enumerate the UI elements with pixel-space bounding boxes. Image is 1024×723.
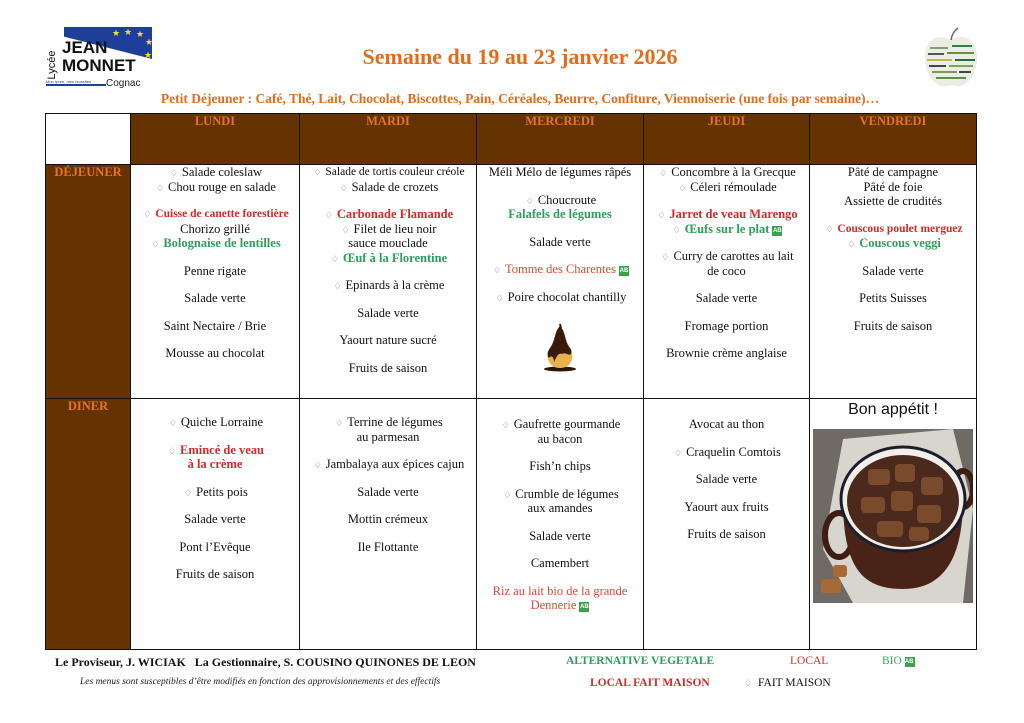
- menu-item: Avocat au thon: [688, 417, 765, 431]
- diner-vendredi: [810, 399, 977, 650]
- logo-vertical-text: Lycée: [46, 50, 58, 80]
- menu-item: Salade verte: [184, 291, 246, 305]
- ab-organic-label-icon: AB: [904, 659, 914, 665]
- menu-item-vegetal: Falafels de légumes: [508, 207, 612, 221]
- menu-item: ♢ Poire chocolat chantilly: [495, 289, 627, 304]
- menu-item: Mottin crémeux: [347, 512, 429, 526]
- menu-item: Pâté de foie: [863, 179, 923, 194]
- menu-item-local-fait-maison: ♢ Jarret de veau Marengo: [657, 207, 798, 221]
- chef-hat-icon: ♢: [825, 224, 834, 235]
- menu-item: ♢ Céleri rémoulade: [678, 179, 777, 194]
- legend-vegetal: ALTERNATIVE VEGETALE: [566, 655, 715, 667]
- chef-hat-icon: ♢: [744, 679, 753, 689]
- chef-hat-icon: ♢: [672, 225, 681, 236]
- menu-item: Assiette de crudités: [844, 194, 942, 208]
- menu-item: Fruits de saison: [175, 567, 255, 581]
- menu-item: ♢ Curry de carottes au lait: [661, 249, 794, 263]
- menu-item: Mousse au chocolat: [165, 346, 265, 360]
- menu-item: au parmesan: [356, 429, 420, 444]
- diner-mardi: [300, 399, 477, 650]
- ab-organic-label-icon: AB: [773, 227, 782, 234]
- menu-item-local-fait-maison: ♢ Couscous poulet merguez: [825, 222, 963, 235]
- dejeuner-lundi: [131, 165, 300, 399]
- chef-hat-icon: ♢: [847, 240, 856, 250]
- page-title: Semaine du 19 au 23 janvier 2026: [362, 44, 678, 69]
- header-row: [46, 114, 977, 165]
- day-header-jeudi: JEUDI: [644, 114, 810, 165]
- menu-item: ♢ Salade coleslaw: [169, 165, 263, 179]
- menu-item: ♢ Salade de tortis couleur créole: [313, 166, 465, 178]
- chef-hat-icon: ♢: [335, 419, 344, 429]
- menu-item: Pâté de campagne: [847, 165, 939, 179]
- corner-cell: [46, 114, 131, 165]
- chef-hat-icon: ♢: [525, 196, 534, 207]
- chef-hat-icon: ♢: [503, 490, 512, 501]
- menu-item: ♢ Petits pois: [184, 484, 248, 499]
- chef-hat-icon: ♢: [501, 421, 510, 431]
- meal-label-diner: DINER: [46, 399, 131, 650]
- menu-item: sauce mouclade: [348, 236, 428, 250]
- menu-item: ♢ Epinards à la crème: [333, 278, 445, 292]
- menu-item: Fruits de saison: [687, 527, 766, 541]
- menu-item: Fromage portion: [684, 318, 769, 333]
- meal-label-dejeuner: DÉJEUNER: [46, 165, 131, 399]
- menu-item: Yaourt aux fruits: [684, 499, 769, 514]
- chef-hat-icon: ♢: [339, 183, 348, 194]
- star-icon: ★: [144, 51, 153, 61]
- menu-item-local-fait-maison: ♢ Carbonade Flamande: [324, 207, 454, 221]
- legend-bio: BIO AB: [882, 655, 914, 667]
- chef-hat-icon: ♢: [313, 168, 322, 178]
- weekly-menu-table: [45, 113, 977, 650]
- diner-row: [46, 399, 977, 650]
- menu-item: Fruits de saison: [853, 318, 933, 333]
- menu-item: Salade verte: [862, 263, 924, 278]
- star-icon: ★: [145, 38, 154, 48]
- menu-item: de coco: [707, 263, 746, 278]
- dejeuner-mercredi: [477, 165, 644, 399]
- ab-organic-label-icon: AB: [580, 604, 589, 610]
- diner-mercredi: [477, 399, 644, 650]
- menu-item: ♢ Quiche Lorraine: [168, 415, 264, 429]
- chocolate-pear-image: [540, 322, 580, 372]
- chef-hat-icon: ♢: [155, 183, 165, 194]
- logo-tagline: Mon lycée, mes réussites: [46, 79, 106, 86]
- dejeuner-row: [46, 165, 977, 399]
- signatures: Le Proviseur, J. WICIAK La Gestionnaire, S. COUSINO QUINONES DE LEON: [55, 655, 476, 669]
- menu-item: ♢ Gaufrette gourmande: [501, 417, 621, 431]
- dejeuner-vendredi: [810, 165, 977, 399]
- chef-hat-icon: ♢: [341, 225, 350, 236]
- menu-item: ♢ Terrine de légumes: [335, 415, 443, 429]
- legend-local: LOCAL: [790, 655, 829, 667]
- menu-item: Fruits de saison: [348, 360, 428, 375]
- menu-item: Salade verte: [184, 512, 246, 526]
- breakfast-line: Petit Déjeuner : Café, Thé, Lait, Chocolat, Biscottes, Pain, Céréales, Beurre, Confiture, Viennoiserie (une fois par semaine)…: [160, 91, 880, 106]
- diner-jeudi: [644, 399, 810, 650]
- disclaimer: Les menus sont susceptibles d’être modifiés en fonction des approvisionnements et des effectifs: [80, 677, 441, 687]
- logo-city: Cognac: [106, 78, 141, 89]
- stew-pot-photo: [813, 429, 973, 603]
- menu-item: ♢ Salade de crozets: [339, 179, 439, 194]
- chef-hat-icon: ♢: [143, 210, 152, 220]
- chef-hat-icon: ♢: [678, 183, 687, 194]
- menu-item: Salade verte: [357, 305, 419, 320]
- chef-hat-icon: ♢: [313, 461, 322, 471]
- menu-item: Pont l’Evêque: [179, 539, 251, 554]
- chef-hat-icon: ♢: [333, 282, 342, 292]
- chef-hat-icon: ♢: [657, 211, 666, 221]
- menu-item: Salade verte: [529, 528, 591, 543]
- menu-item: ♢ Jambalaya aux épices cajun: [313, 457, 465, 471]
- day-header-mercredi: MERCREDI: [477, 114, 644, 165]
- menu-item: ♢ Chou rouge en salade: [155, 179, 276, 194]
- menu-item: ♢ Concombre à la Grecque: [659, 165, 796, 179]
- menu-item-local-fait-maison: ♢ Cuisse de canette forestière: [143, 208, 289, 220]
- star-icon: ★: [136, 30, 145, 40]
- chef-hat-icon: ♢: [324, 211, 333, 221]
- menu-item: au bacon: [537, 431, 583, 446]
- menu-item: Saint Nectaire / Brie: [163, 318, 267, 333]
- menu-item: Petits Suisses: [859, 291, 927, 305]
- day-header-mardi: MARDI: [300, 114, 477, 165]
- dejeuner-mardi: [300, 165, 477, 399]
- menu-item-vegetal: ♢ Bolognaise de lentilles: [151, 236, 281, 250]
- menu-item-local-fait-maison: ♢ Emincé de veau: [167, 442, 265, 457]
- ab-organic-label-icon: AB: [619, 268, 629, 274]
- menu-item: ♢ Crumble de légumes: [503, 486, 619, 501]
- menu-item: Yaourt nature sucré: [339, 333, 437, 347]
- chef-hat-icon: ♢: [330, 254, 339, 265]
- chef-hat-icon: ♢: [151, 240, 160, 250]
- menu-item: Salade verte: [529, 234, 591, 249]
- menu-item: Salade verte: [695, 291, 758, 305]
- chef-hat-icon: ♢: [661, 253, 670, 263]
- logo-line1: JEAN: [62, 38, 108, 57]
- menu-item: ♢ Filet de lieu noir: [341, 221, 437, 236]
- diner-lundi: [131, 399, 300, 650]
- chef-hat-icon: ♢: [169, 169, 178, 179]
- day-header-lundi: LUNDI: [131, 114, 300, 165]
- chef-hat-icon: ♢: [168, 419, 177, 429]
- menu-item-vegetal: ♢ Œuf à la Florentine: [330, 250, 448, 265]
- apple-wordcloud-logo: [922, 26, 980, 90]
- menu-item: Salade verte: [357, 484, 419, 499]
- menu-item-local-bio: Riz au lait bio de la grande: [492, 583, 628, 598]
- chef-hat-icon: ♢: [184, 488, 193, 499]
- menu-item: Ile Flottante: [357, 539, 419, 554]
- menu-item: Penne rigate: [183, 263, 247, 278]
- menu-item-local-bio: ♢ Tomme des Charentes AB: [493, 262, 629, 276]
- menu-item: ♢ Choucroute: [525, 192, 597, 207]
- chef-hat-icon: ♢: [495, 293, 504, 304]
- menu-item-local-bio: Dennerie AB: [530, 598, 589, 612]
- menu-item-vegetal: ♢ Couscous veggi: [847, 236, 941, 250]
- menu-item: Camembert: [530, 556, 590, 570]
- chef-hat-icon: ♢: [493, 266, 502, 276]
- chef-hat-icon: ♢: [674, 448, 683, 459]
- menu-item: aux amandes: [527, 501, 593, 515]
- legend-fait-maison: ♢ FAIT MAISON: [744, 677, 831, 689]
- star-icon: ★: [124, 28, 133, 38]
- chef-hat-icon: ♢: [659, 169, 668, 179]
- dejeuner-jeudi: [644, 165, 810, 399]
- chef-hat-icon: ♢: [167, 446, 177, 457]
- menu-item-local-fait-maison: à la crème: [187, 457, 243, 471]
- menu-item: Chorizo grillé: [180, 221, 250, 236]
- menu-item-vegetal-bio: ♢ Œufs sur le plat AB: [672, 221, 782, 236]
- bon-appetit-text: Bon appétit !: [848, 401, 938, 418]
- logo-line2: MONNET: [62, 56, 136, 75]
- day-header-vendredi: VENDREDI: [810, 114, 977, 165]
- star-icon: ★: [112, 29, 121, 39]
- menu-item: ♢ Craquelin Comtois: [674, 444, 781, 459]
- menu-item: Méli Mélo de légumes râpés: [488, 165, 632, 179]
- menu-item: Brownie crème anglaise: [666, 346, 787, 360]
- legend-local-fait-maison: LOCAL FAIT MAISON: [590, 677, 710, 689]
- menu-item: Salade verte: [695, 472, 758, 486]
- menu-item: Fish’n chips: [529, 459, 591, 473]
